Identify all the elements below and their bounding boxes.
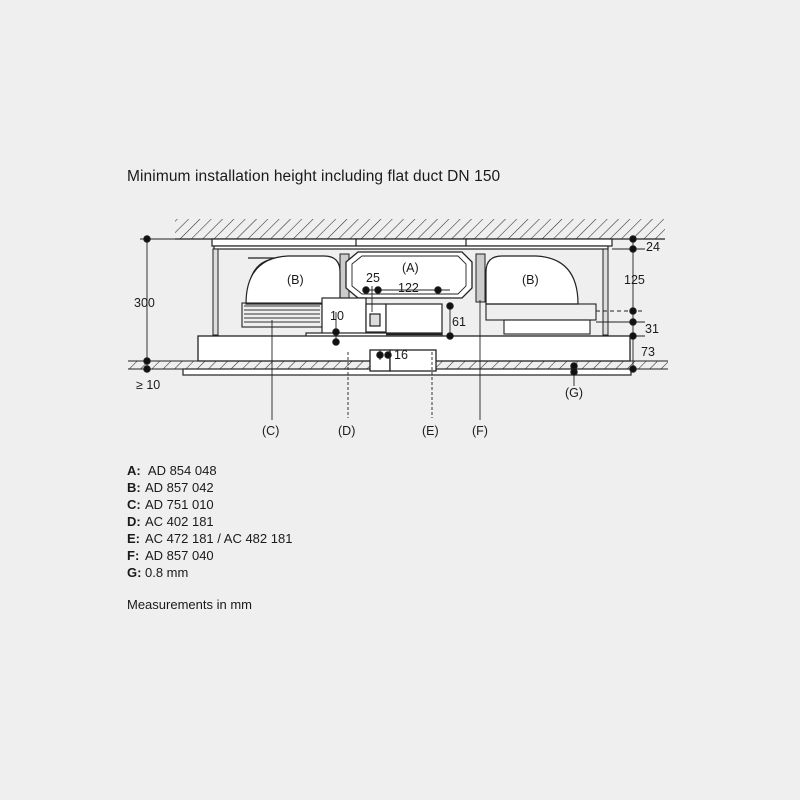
dim-gap-min: ≥ 10 [136, 378, 161, 392]
label-f: (F) [472, 424, 488, 438]
fan-b-right [486, 256, 596, 334]
label-e: (E) [422, 424, 439, 438]
dim-125: 125 [624, 273, 645, 287]
legend [127, 462, 292, 581]
legend-item-g: G: 0.8 mm [127, 565, 189, 580]
dim-24: 24 [646, 240, 660, 254]
dim-61: 61 [452, 315, 466, 329]
dim-122: 122 [398, 281, 419, 295]
dim-73: 73 [641, 345, 655, 359]
label-b-left: (B) [287, 273, 304, 287]
legend-item-c: C: AD 751 010 [127, 497, 214, 512]
center-assembly [306, 298, 442, 338]
label-a: (A) [402, 261, 419, 275]
dim-10: 10 [330, 309, 344, 323]
legend-item-b: B: AD 857 042 [127, 480, 214, 495]
units-note: Measurements in mm [127, 597, 252, 612]
label-b-right: (B) [522, 273, 539, 287]
label-d: (D) [338, 424, 356, 438]
legend-item-a: A: AD 854 048 [127, 463, 217, 478]
dim-300: 300 [134, 296, 155, 310]
mounting-rails [212, 239, 612, 249]
ceiling-slab [175, 219, 665, 239]
label-g: (G) [565, 386, 584, 400]
legend-item-e: E: AC 472 181 / AC 482 181 [127, 531, 293, 546]
legend-item-d: D: AC 402 181 [127, 514, 214, 529]
legend-item-f: F: AD 857 040 [127, 548, 214, 563]
dim-16: 16 [394, 348, 408, 362]
dim-25: 25 [366, 271, 380, 285]
label-c: (C) [262, 424, 280, 438]
diagram-title: Minimum installation height including flat duct DN 150 [127, 168, 501, 185]
dim-31: 31 [645, 322, 659, 336]
